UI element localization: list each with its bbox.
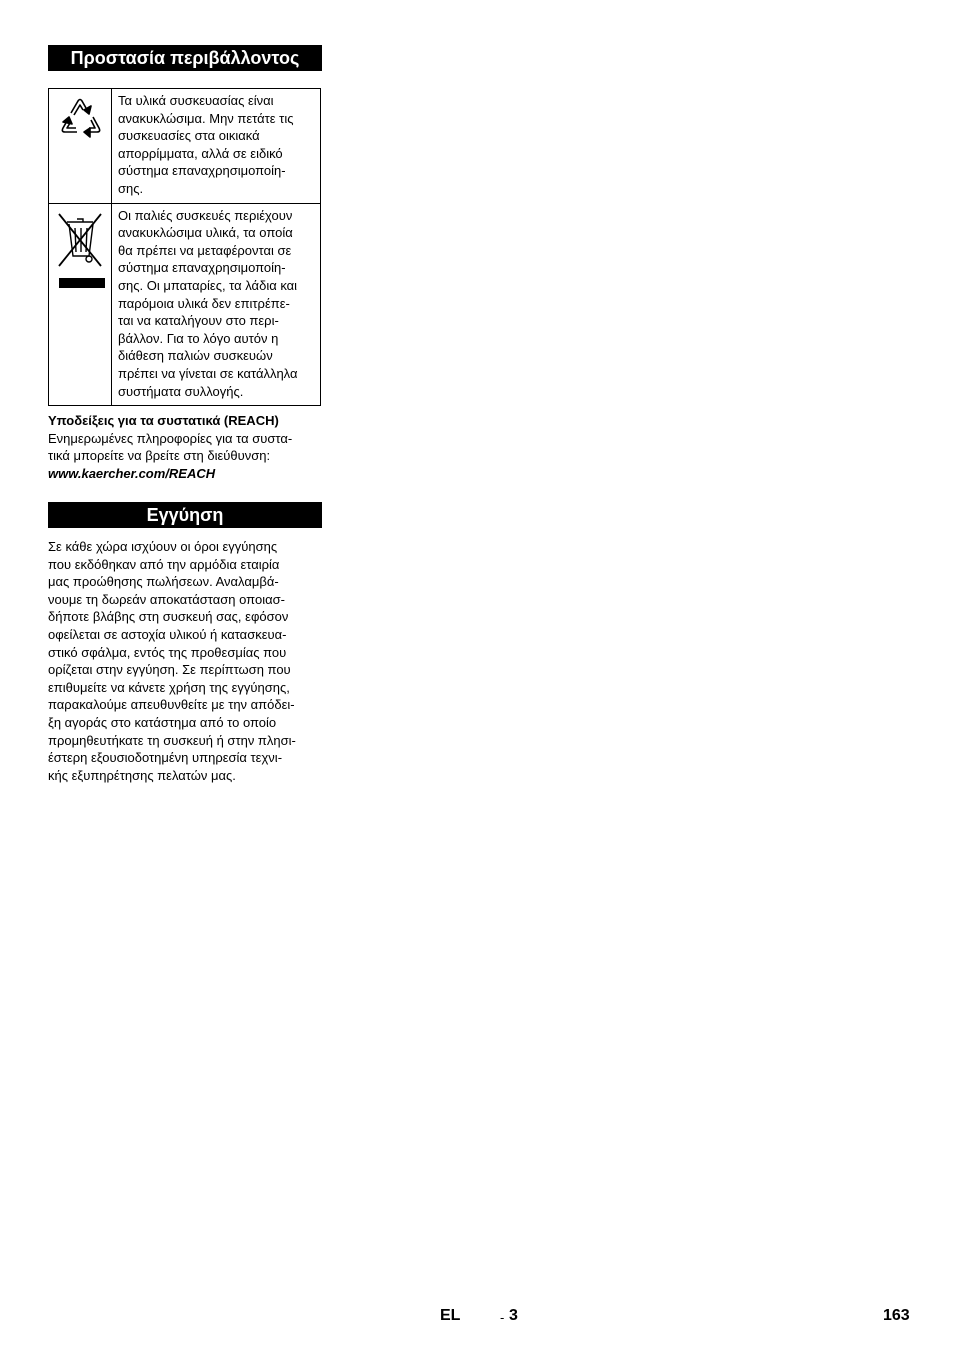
footer-language: EL bbox=[440, 1307, 461, 1324]
recycling-text bbox=[112, 89, 321, 204]
text-line: οφείλεται σε αστοχία υλικού ή κατασκευα- bbox=[48, 626, 287, 642]
footer-dash: - bbox=[500, 1310, 505, 1325]
environment-table bbox=[48, 88, 321, 406]
text-line: τικά μπορείτε να βρείτε στη διεύθυνση: bbox=[48, 448, 271, 464]
text-line: σύστημα επαναχρησιμοποίη- bbox=[118, 260, 286, 276]
old-devices-text bbox=[112, 203, 321, 406]
text-line: που εκδόθηκαν από την αρμόδια εταιρία bbox=[48, 556, 280, 572]
text-line: παρακαλούμε απευθυνθείτε με την απόδει- bbox=[48, 697, 295, 713]
text-line: σης. Οι μπαταρίες, τα λάδια και bbox=[118, 277, 298, 293]
section-title-environment: Προστασία περιβάλλοντος bbox=[48, 45, 322, 71]
text-line: μας προώθησης πωλήσεων. Αναλαμβά- bbox=[48, 574, 279, 590]
text-line: παρόμοια υλικά δεν επιτρέπε- bbox=[118, 295, 290, 311]
warranty-paragraph bbox=[48, 538, 322, 784]
icon-cell bbox=[49, 203, 112, 406]
table-row bbox=[49, 89, 321, 204]
text-line: επιθυμείτε να κάνετε χρήση της εγγύησης, bbox=[48, 679, 290, 695]
table-row bbox=[49, 203, 321, 406]
text-line: σύστημα επαναχρησιμοποίη- bbox=[118, 163, 286, 179]
text-line: Τα υλικά συσκευασίας είναι bbox=[118, 93, 274, 108]
text-line: κής εξυπηρέτησης πελατών μας. bbox=[48, 767, 236, 783]
text-line: ανακυκλώσιμα. Μην πετάτε τις bbox=[118, 110, 294, 126]
text-line: σης. bbox=[118, 180, 144, 196]
text-line: νουμε τη δωρεάν αποκατάσταση οποιασ- bbox=[48, 591, 285, 607]
icon-cell bbox=[49, 89, 112, 204]
text-line: στικό σφάλμα, εντός της προθεσμίας που bbox=[48, 644, 287, 660]
text-line: θα πρέπει να μεταφέρονται σε bbox=[118, 242, 292, 258]
reach-link[interactable]: www.kaercher.com/REACH bbox=[48, 465, 216, 481]
text-line: ξη αγοράς στο κατάστημα από το οποίο bbox=[48, 714, 277, 730]
page-number: 163 bbox=[883, 1307, 910, 1324]
text-line: ται να καταλήγουν στο περι- bbox=[118, 313, 279, 329]
text-line: Οι παλιές συσκευές περιέχουν bbox=[118, 207, 293, 223]
text-line: βάλλον. Για το λόγο αυτόν η bbox=[118, 330, 279, 346]
recycle-icon bbox=[51, 89, 109, 149]
reach-title: Υποδείξεις για τα συστατικά (REACH) bbox=[48, 413, 279, 428]
text-line: συσκευασίες στα οικιακά bbox=[118, 128, 260, 144]
crossed-out-bin-icon bbox=[51, 204, 109, 294]
section-title-warranty: Εγγύηση bbox=[48, 502, 322, 528]
text-line: πρέπει να γίνεται σε κατάλληλα bbox=[118, 365, 298, 381]
reach-note bbox=[48, 412, 322, 482]
footer-section-page: 3 bbox=[509, 1307, 518, 1324]
text-line: απορρίμματα, αλλά σε ειδικό bbox=[118, 145, 283, 161]
text-line: Σε κάθε χώρα ισχύουν οι όροι εγγύησης bbox=[48, 539, 278, 554]
text-line: ορίζεται στην εγγύηση. Σε περίπτωση που bbox=[48, 662, 291, 678]
text-line: διάθεση παλιών συσκευών bbox=[118, 348, 273, 364]
text-line: Ενημερωμένες πληροφορίες για τα συστα- bbox=[48, 430, 293, 446]
text-line: έστερη εξουσιοδοτημένη υπηρεσία τεχνι- bbox=[48, 750, 283, 766]
text-line: συστήματα συλλογής. bbox=[118, 383, 244, 399]
text-line: ανακυκλώσιμα υλικά, τα οποία bbox=[118, 225, 293, 241]
text-line: προμηθευτήκατε τη συσκευή ή στην πλησι- bbox=[48, 732, 296, 748]
text-line: δήποτε βλάβης στη συσκευή σας, εφόσον bbox=[48, 609, 289, 625]
